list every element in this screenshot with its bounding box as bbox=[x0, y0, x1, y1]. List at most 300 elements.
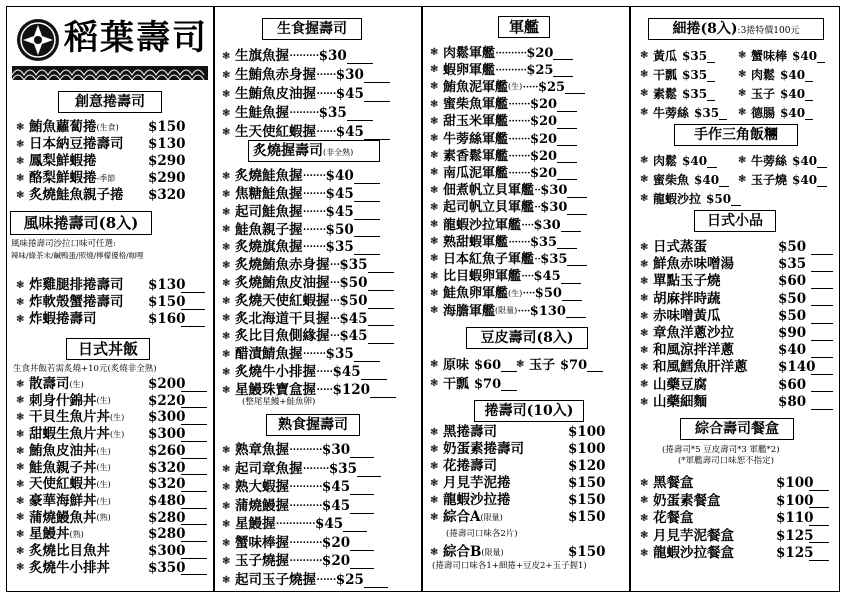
menu-item bbox=[430, 424, 606, 440]
dot-leader: ···· bbox=[522, 286, 535, 302]
item-name: 日式蒸蛋 bbox=[653, 239, 707, 255]
item-price: $40 bbox=[792, 173, 818, 187]
item-price: $130 bbox=[148, 136, 186, 152]
price-underline bbox=[707, 87, 715, 101]
menu-item bbox=[640, 239, 807, 255]
flower-bullet-icon: ❃ bbox=[430, 460, 439, 472]
menu-item bbox=[222, 292, 394, 309]
item-name: 玉子 bbox=[751, 87, 776, 101]
item-price: $40 bbox=[778, 342, 807, 359]
item-price: $300 bbox=[148, 426, 186, 443]
item-price: $50 bbox=[778, 307, 807, 324]
flower-bullet-icon: ❃ bbox=[640, 379, 649, 391]
flower-bullet-icon: ❃ bbox=[640, 276, 649, 288]
dot-leader: ······ bbox=[316, 571, 336, 588]
item-name: 牛蒡絲 bbox=[751, 154, 788, 168]
menu-item bbox=[430, 201, 587, 215]
item-price: $280 bbox=[148, 509, 186, 526]
flower-bullet-icon: ❃ bbox=[16, 395, 25, 407]
menu-item bbox=[430, 235, 577, 249]
flower-bullet-icon: ❃ bbox=[16, 428, 25, 440]
flower-bullet-icon: ❃ bbox=[222, 482, 231, 493]
price-underline bbox=[181, 428, 207, 442]
item-price: $40 bbox=[325, 168, 354, 185]
item-price: $20 bbox=[321, 534, 351, 551]
menu-item bbox=[16, 294, 186, 310]
item-name: 炙燒鮭魚親子捲 bbox=[29, 187, 124, 203]
item-price: $50 bbox=[339, 292, 368, 309]
flower-bullet-icon: ❃ bbox=[222, 537, 231, 549]
item-price: $30 bbox=[318, 48, 347, 65]
menu-item bbox=[640, 512, 825, 526]
leaf-crest-icon bbox=[16, 18, 60, 62]
price-underline bbox=[811, 378, 833, 392]
inari-header: 豆皮壽司(8入) bbox=[466, 327, 588, 349]
item-price: $45 bbox=[325, 203, 354, 220]
item-name: 生天使紅蝦握 bbox=[235, 124, 316, 141]
price-underline bbox=[557, 132, 577, 146]
item-price: $150 bbox=[148, 294, 186, 310]
flower-bullet-icon: ❃ bbox=[222, 51, 231, 62]
price-underline bbox=[707, 68, 715, 82]
item-name: 鮪魚蘿蔔捲 bbox=[29, 119, 97, 135]
item-name: 牛蒡絲軍艦 bbox=[443, 131, 509, 147]
item-name: 起司玉子燒握 bbox=[235, 571, 316, 588]
item-name: 焦糖鮭魚握 bbox=[235, 186, 303, 203]
item-name: 熟章魚握 bbox=[235, 442, 289, 459]
price-underline bbox=[567, 184, 587, 198]
price-underline bbox=[817, 173, 827, 187]
item-price: $45 bbox=[335, 124, 364, 141]
flower-bullet-icon: ❃ bbox=[430, 150, 439, 162]
item-name: 胡麻拌時蔬 bbox=[653, 290, 721, 307]
item-name: 蒲燒鰻握 bbox=[235, 497, 289, 514]
item-name: 章魚洋蔥沙拉 bbox=[653, 325, 734, 341]
brand-logo bbox=[16, 18, 60, 65]
menu-item bbox=[222, 277, 394, 291]
price-underline bbox=[811, 258, 833, 272]
item-price: $45 bbox=[332, 364, 361, 381]
dot-leader: ······· bbox=[302, 221, 326, 238]
menu-item bbox=[430, 475, 606, 491]
price-underline bbox=[567, 252, 587, 266]
dot-leader: ······ bbox=[316, 86, 336, 103]
item-price: $45 bbox=[339, 310, 368, 327]
price-underline bbox=[368, 295, 394, 309]
flower-bullet-icon: ❃ bbox=[222, 556, 231, 567]
item-note: (熟) bbox=[96, 513, 111, 523]
item-name: 炙北海道干貝握 bbox=[235, 310, 330, 327]
flower-bullet-icon: ❃ bbox=[640, 396, 649, 408]
menu-item bbox=[222, 188, 380, 202]
dot-leader: ······· bbox=[508, 114, 530, 130]
item-price: $40 bbox=[792, 49, 818, 63]
item-name: 蜜柴魚 bbox=[653, 173, 690, 187]
item-price: $45 bbox=[335, 86, 364, 103]
dot-leader: ·· bbox=[534, 251, 541, 267]
dot-leader: ···· bbox=[517, 303, 530, 319]
menu-item bbox=[16, 409, 186, 426]
menu-item bbox=[640, 547, 825, 561]
price-underline bbox=[811, 241, 833, 255]
item-note: (生) bbox=[96, 396, 111, 406]
price-underline bbox=[357, 463, 381, 477]
price-underline bbox=[368, 259, 394, 273]
raw-nigiri-header: 生食握壽司 bbox=[262, 18, 362, 40]
flower-bullet-icon: ❃ bbox=[640, 310, 649, 322]
item-name: 干瓢 bbox=[443, 376, 470, 392]
item-price: $160 bbox=[148, 311, 186, 327]
item-price: $35 bbox=[540, 251, 568, 267]
price-underline bbox=[557, 149, 577, 163]
menu-item bbox=[738, 87, 813, 101]
flower-bullet-icon: ❃ bbox=[16, 529, 25, 541]
menu-item bbox=[222, 460, 381, 477]
item-price: $320 bbox=[148, 476, 186, 493]
item-price: $20 bbox=[529, 97, 558, 113]
dot-leader: ····· bbox=[316, 364, 333, 381]
menu-item bbox=[16, 376, 186, 392]
item-name: 和風涼拌洋蔥 bbox=[653, 342, 734, 359]
dot-leader: ·········· bbox=[495, 62, 527, 78]
flower-bullet-icon: ❃ bbox=[222, 349, 231, 360]
item-price: $220 bbox=[148, 392, 186, 409]
price-underline bbox=[501, 377, 517, 391]
price-underline bbox=[364, 574, 388, 588]
flower-bullet-icon: ❃ bbox=[16, 412, 25, 424]
item-name: 海膽軍艦 bbox=[443, 303, 496, 319]
flower-bullet-icon: ❃ bbox=[430, 443, 439, 455]
flower-bullet-icon: ❃ bbox=[640, 107, 649, 118]
menu-item bbox=[222, 555, 374, 569]
item-name: 德腸 bbox=[751, 106, 776, 120]
item-name: 炙燒天使紅蝦握 bbox=[235, 292, 330, 309]
item-price: $40 bbox=[682, 154, 708, 168]
menu-item bbox=[222, 534, 374, 551]
menu-item bbox=[640, 273, 807, 290]
price-underline bbox=[368, 330, 394, 344]
item-price: $130 bbox=[529, 303, 566, 319]
item-price: $70 bbox=[560, 357, 588, 373]
item-price: $60 bbox=[778, 273, 807, 290]
flower-bullet-icon: ❃ bbox=[16, 462, 25, 474]
menu-item bbox=[16, 459, 186, 476]
menu-item bbox=[222, 223, 380, 237]
item-name: 生旗魚握 bbox=[235, 48, 289, 65]
item-name: 炙比目魚側緣握 bbox=[235, 328, 330, 345]
item-name: 素鬆 bbox=[653, 87, 678, 101]
item-note: (熟) bbox=[69, 530, 84, 540]
price-underline bbox=[567, 201, 587, 215]
flower-bullet-icon: ❃ bbox=[222, 89, 231, 100]
menu-item bbox=[16, 526, 186, 543]
price-underline bbox=[354, 241, 380, 255]
item-name: 炸雞腿排捲壽司 bbox=[29, 277, 124, 293]
flavor-rolls-note: 風味捲壽司沙拉口味可任選: bbox=[11, 239, 116, 249]
menu-item bbox=[222, 481, 374, 495]
menu-item bbox=[430, 252, 587, 266]
price-underline bbox=[350, 444, 374, 458]
menu-item bbox=[640, 49, 715, 63]
item-price: $290 bbox=[148, 153, 186, 169]
flower-bullet-icon: ❃ bbox=[16, 155, 25, 167]
price-underline bbox=[364, 69, 390, 83]
rice-bowls-note: 生食丼飯若需炙燒+10元(炙燒非全熟) bbox=[13, 364, 157, 374]
menu-item bbox=[430, 287, 582, 301]
dot-leader: ···· bbox=[521, 217, 534, 233]
flower-bullet-icon: ❃ bbox=[430, 359, 439, 370]
brand-name: 稻葉壽司 bbox=[64, 18, 208, 58]
price-underline bbox=[181, 394, 207, 408]
flower-bullet-icon: ❃ bbox=[222, 224, 231, 236]
menu-item bbox=[430, 80, 585, 94]
flower-bullet-icon: ❃ bbox=[640, 174, 649, 185]
flavor-rolls-options: 辣味/綠茶末/鹹鴨蛋/照燒/檸檬優格/咖哩 bbox=[11, 251, 144, 260]
dot-leader: ·········· bbox=[289, 479, 322, 496]
item-name: 花捲壽司 bbox=[443, 458, 497, 474]
item-name: 日本納豆捲壽司 bbox=[29, 136, 124, 152]
price-underline bbox=[557, 115, 577, 129]
flower-bullet-icon: ❃ bbox=[222, 295, 231, 307]
item-price: $50 bbox=[534, 286, 562, 302]
price-underline bbox=[368, 312, 394, 326]
item-name: 花餐盒 bbox=[653, 510, 694, 526]
item-name: 蒲燒鰻魚丼 bbox=[29, 509, 97, 526]
item-name: 鮪魚皮油丼 bbox=[29, 442, 97, 459]
item-price: $50 bbox=[339, 275, 368, 292]
price-underline bbox=[364, 88, 390, 102]
item-name: 肉鬆 bbox=[751, 68, 776, 82]
price-underline bbox=[350, 537, 374, 551]
item-name: 赤味噌黃瓜 bbox=[653, 307, 721, 324]
item-price: $35 bbox=[529, 234, 558, 250]
flower-bullet-icon: ❃ bbox=[430, 426, 439, 438]
menu-item bbox=[640, 477, 825, 491]
combo-boxes-note: (捲壽司*5 豆皮壽司*3 軍艦*2) bbox=[662, 445, 780, 455]
item-price: $280 bbox=[148, 526, 186, 543]
flower-bullet-icon: ❃ bbox=[222, 574, 231, 586]
flower-bullet-icon: ❃ bbox=[738, 88, 747, 99]
item-price: $320 bbox=[148, 187, 186, 203]
price-underline bbox=[566, 304, 586, 318]
dot-leader: ·········· bbox=[289, 534, 322, 551]
item-name: 黑捲壽司 bbox=[443, 424, 497, 440]
menu-item bbox=[222, 107, 373, 121]
price-underline bbox=[354, 188, 380, 202]
item-price: $45 bbox=[321, 479, 351, 496]
item-price: $25 bbox=[537, 79, 566, 95]
flower-bullet-icon: ❃ bbox=[516, 359, 525, 370]
item-price: $130 bbox=[148, 277, 186, 293]
flower-bullet-icon: ❃ bbox=[738, 174, 747, 185]
flower-bullet-icon: ❃ bbox=[640, 88, 649, 99]
dot-leader: ······· bbox=[302, 168, 326, 185]
flower-bullet-icon: ❃ bbox=[222, 206, 231, 218]
price-underline bbox=[181, 545, 207, 559]
item-name: 月見芋泥餐盒 bbox=[653, 527, 734, 544]
dot-leader: ···· bbox=[521, 269, 534, 285]
dot-leader: ····· bbox=[522, 79, 538, 95]
menu-item bbox=[640, 290, 807, 307]
price-underline bbox=[707, 49, 715, 63]
flower-bullet-icon: ❃ bbox=[430, 494, 439, 506]
item-price: $70 bbox=[474, 376, 502, 392]
seared-nigiri-title: 炙燒握壽司 bbox=[253, 143, 323, 159]
item-name: 鮭魚親子丼 bbox=[29, 459, 97, 476]
price-underline bbox=[707, 154, 717, 168]
item-price: $110 bbox=[776, 510, 814, 526]
flower-bullet-icon: ❃ bbox=[222, 188, 231, 200]
dot-leader: ·········· bbox=[289, 553, 322, 570]
item-name: 鮭魚卵軍艦 bbox=[443, 286, 509, 302]
menu-item bbox=[738, 68, 813, 82]
flower-bullet-icon: ❃ bbox=[640, 547, 649, 559]
item-name: 肉鬆 bbox=[653, 154, 678, 168]
item-note: (生食) bbox=[96, 122, 119, 132]
flower-bullet-icon: ❃ bbox=[430, 219, 439, 230]
item-name: 醋漬鯖魚握 bbox=[235, 346, 303, 363]
price-underline bbox=[181, 478, 207, 492]
item-note: (限量) bbox=[495, 306, 518, 315]
flower-bullet-icon: ❃ bbox=[222, 260, 231, 271]
dot-leader: ··· bbox=[329, 292, 340, 309]
price-underline bbox=[811, 361, 833, 375]
menu-item bbox=[16, 187, 186, 203]
item-price: $45 bbox=[339, 328, 368, 345]
item-name: 玉子燒 bbox=[751, 173, 788, 187]
item-name: 天使紅蝦丼 bbox=[29, 476, 97, 493]
item-price: $35 bbox=[328, 460, 358, 477]
menu-item bbox=[222, 259, 394, 273]
flower-bullet-icon: ❃ bbox=[222, 70, 231, 81]
item-price: $35 bbox=[325, 346, 354, 363]
menu-item bbox=[16, 119, 186, 135]
item-name: 炸軟殼蟹捲壽司 bbox=[29, 294, 124, 310]
flower-bullet-icon: ❃ bbox=[640, 512, 649, 524]
flower-bullet-icon: ❃ bbox=[16, 172, 25, 184]
price-underline bbox=[354, 206, 380, 220]
price-underline bbox=[181, 313, 205, 327]
item-name: 龍蝦沙拉 bbox=[653, 192, 702, 206]
flower-bullet-icon: ❃ bbox=[222, 313, 231, 325]
flower-bullet-icon: ❃ bbox=[430, 546, 439, 558]
item-price: $20 bbox=[529, 114, 558, 130]
item-name: 比目蝦卵軍艦 bbox=[443, 269, 522, 285]
item-price: $45 bbox=[533, 269, 561, 285]
item-name: 龍蝦沙拉軍艦 bbox=[443, 217, 522, 233]
price-underline bbox=[811, 275, 833, 289]
flower-bullet-icon: ❃ bbox=[430, 47, 439, 58]
menu-item bbox=[640, 376, 807, 393]
flower-bullet-icon: ❃ bbox=[640, 241, 649, 253]
item-price: $150 bbox=[568, 509, 606, 525]
item-price: $35 bbox=[318, 105, 347, 122]
flower-bullet-icon: ❃ bbox=[222, 500, 231, 512]
menu-item bbox=[640, 154, 717, 168]
price-underline bbox=[368, 277, 394, 291]
price-underline bbox=[557, 166, 577, 180]
item-name: 蟹味棒握 bbox=[235, 534, 289, 551]
dot-leader: ······· bbox=[508, 165, 530, 181]
dot-leader: ······· bbox=[302, 186, 326, 203]
menu-item bbox=[222, 518, 367, 532]
menu-item bbox=[430, 166, 577, 180]
menu-item bbox=[430, 270, 581, 284]
flower-bullet-icon: ❃ bbox=[430, 236, 439, 248]
dot-leader: ··· bbox=[329, 310, 340, 327]
dot-leader: ·· bbox=[534, 183, 541, 199]
item-price: $260 bbox=[148, 442, 186, 459]
item-price: $350 bbox=[148, 559, 186, 576]
item-price: $45 bbox=[315, 516, 344, 533]
item-price: $320 bbox=[148, 459, 186, 476]
item-price: $35 bbox=[682, 87, 708, 101]
item-name: 奶蛋素餐盒 bbox=[653, 492, 721, 509]
item-price: $120 bbox=[568, 458, 606, 474]
item-name: 星鰻丼 bbox=[29, 526, 70, 543]
flower-bullet-icon: ❃ bbox=[430, 270, 439, 282]
item-price: $40 bbox=[780, 68, 806, 82]
item-name: 龍蝦沙拉餐盒 bbox=[653, 545, 734, 561]
item-note: (生) bbox=[96, 446, 111, 456]
menu-item bbox=[430, 149, 577, 163]
price-underline bbox=[811, 327, 833, 341]
menu-item bbox=[640, 106, 727, 120]
item-price: $20 bbox=[529, 165, 558, 181]
item-price: $60 bbox=[474, 357, 502, 373]
flower-bullet-icon: ❃ bbox=[16, 495, 25, 507]
dot-leader: ············ bbox=[275, 516, 315, 533]
flower-bullet-icon: ❃ bbox=[430, 64, 439, 76]
menu-item bbox=[222, 312, 394, 326]
item-note: -季節 bbox=[96, 173, 116, 183]
flower-bullet-icon: ❃ bbox=[430, 305, 439, 316]
flower-bullet-icon: ❃ bbox=[430, 378, 439, 389]
item-name: 鮭魚親子握 bbox=[235, 221, 303, 238]
menu-item bbox=[516, 358, 603, 372]
menu-item bbox=[640, 256, 807, 273]
item-price: $30 bbox=[540, 200, 568, 216]
price-underline bbox=[587, 358, 603, 372]
flower-bullet-icon: ❃ bbox=[640, 50, 649, 61]
flower-bullet-icon: ❃ bbox=[16, 445, 25, 457]
flower-bullet-icon: ❃ bbox=[430, 287, 439, 299]
flower-bullet-icon: ❃ bbox=[640, 344, 649, 356]
flower-bullet-icon: ❃ bbox=[640, 293, 649, 305]
price-underline bbox=[354, 348, 380, 362]
menu-item bbox=[430, 304, 586, 318]
menu-item bbox=[222, 366, 387, 380]
price-underline bbox=[343, 518, 367, 532]
item-price: $150 bbox=[568, 544, 606, 560]
dot-leader: ········· bbox=[289, 105, 319, 122]
menu-item bbox=[430, 46, 573, 60]
flower-bullet-icon: ❃ bbox=[222, 127, 231, 138]
seared-nigiri-footnote: (整尾星鰻+鮭魚卵) bbox=[242, 397, 316, 407]
item-name: 綜合B bbox=[443, 544, 482, 560]
flower-bullet-icon: ❃ bbox=[16, 296, 25, 308]
menu-item bbox=[222, 88, 390, 102]
price-underline bbox=[719, 173, 729, 187]
item-name: 鮪魚泥軍艦 bbox=[443, 79, 509, 95]
menu-item bbox=[222, 348, 380, 362]
price-underline bbox=[181, 561, 207, 575]
item-name: 炙燒牛小排握 bbox=[235, 364, 316, 381]
item-price: $40 bbox=[694, 173, 720, 187]
item-name: 黑餐盒 bbox=[653, 475, 694, 491]
dot-leader: ······· bbox=[302, 346, 326, 363]
item-note: (限量) bbox=[481, 547, 504, 557]
